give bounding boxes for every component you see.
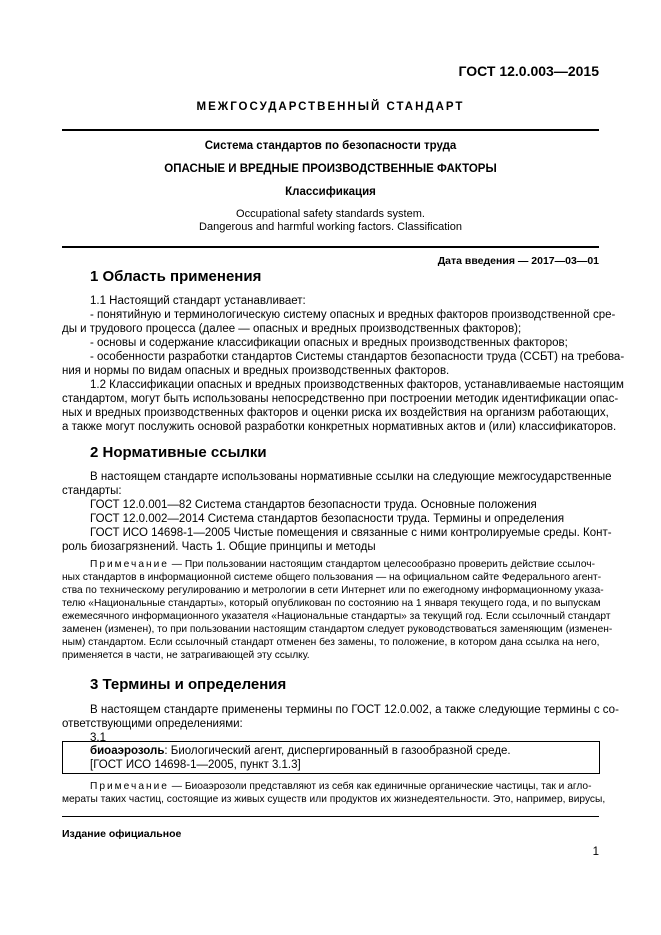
section-2-note-line: применяется в части, не затрагивающей эту ссылку. (62, 650, 310, 661)
section-1-line: - особенности разработки стандартов Системы стандартов безопасности труда (ССБТ) на требова- (90, 351, 625, 363)
section-3-note-line: мераты таких частиц, состоящие из живых существ или продуктов их жизнедеятельности. Это, например, вирусы, (62, 794, 606, 805)
section-2-line: роль биозагрязнений. Часть 1. Общие принципы и методы (62, 541, 376, 553)
section-2-line: ГОСТ 12.0.002—2014 Система стандартов безопасности труда. Термины и определения (90, 513, 565, 525)
section-2-line: стандарты: (62, 485, 122, 497)
section-3-note-line (90, 781, 591, 794)
page-number: 1 (592, 846, 599, 858)
section-2-note-line: ным) стандартом. Если ссылочный стандарт отменен без замены, то положение, в котором дана ссылка на него, (62, 637, 600, 648)
section-2-line: В настоящем стандарте использованы нормативные ссылки на следующие межгосударственные (90, 471, 612, 483)
english-title-line2: Dangerous and harmful working factors. Classification (199, 221, 462, 233)
note-label: Примечание (90, 781, 169, 792)
document-subtitle: Классификация (285, 186, 376, 198)
section-2-line: ГОСТ 12.0.001—82 Система стандартов безопасности труда. Основные положения (90, 499, 537, 511)
term-definition (90, 744, 511, 758)
term-definition-box (62, 741, 600, 774)
section-2-heading: 2 Нормативные ссылки (90, 444, 267, 461)
section-3-heading: 3 Термины и определения (90, 676, 287, 693)
note-text: — При пользовании настоящим стандартом целесообразно проверить действие ссылоч- (168, 559, 596, 570)
note-text: — Биоаэрозоли представляют из себя как единичные органические частицы, так и агло- (168, 781, 592, 792)
note-label: Примечание (90, 559, 169, 570)
section-1-line: а также могут послужить основой разработки конкретных нормативных актов и (или) классификаторов. (62, 421, 617, 433)
section-1-line: 1.1 Настоящий стандарт устанавливает: (90, 295, 306, 307)
section-1-line: ных и вредных производственных факторов и оценки риска их воздействия на организм работающих, (62, 407, 609, 419)
section-2-note-line: ства по техническому регулированию и метрологии в сети Интернет или по ежегодному информационному указа- (62, 585, 604, 596)
section-3-line: ответствующими определениями: (62, 718, 243, 730)
official-edition-label: Издание официальное (62, 828, 182, 840)
section-2-line: ГОСТ ИСО 14698-1—2005 Чистые помещения и связанные с ними контролируемые среды. Конт- (90, 527, 612, 539)
term-definition-text: : Биологический агент, диспергированный в газообразной среде. (164, 745, 511, 757)
term-number: 3.1 (90, 732, 106, 744)
section-1-heading: 1 Область применения (90, 268, 262, 285)
section-1-line: 1.2 Классификации опасных и вредных производственных факторов, устанавливаемые настоящим (90, 379, 624, 391)
english-title-line1: Occupational safety standards system. (236, 208, 425, 220)
title-rule (62, 246, 599, 248)
top-rule (62, 129, 599, 131)
section-2-note-line: телю «Национальные стандарты», который опубликован по состоянию на 1 января текущего года, и по выпускам (62, 598, 601, 609)
interstate-standard-label: МЕЖГОСУДАРСТВЕННЫЙ СТАНДАРТ (196, 101, 465, 113)
section-2-note-line: заменен (изменен), то при пользовании настоящим стандартом следует руководствоваться заменяющим (изменен- (62, 624, 613, 635)
term-source: [ГОСТ ИСО 14698-1—2005, пункт 3.1.3] (90, 759, 301, 771)
section-1-line: стандартом, могут быть использованы непосредственно при построении методик идентификации опас- (62, 393, 619, 405)
section-1-line: - основы и содержание классификации опасных и вредных производственных факторов; (90, 337, 568, 349)
footer-rule (62, 816, 599, 817)
document-title: ОПАСНЫЕ И ВРЕДНЫЕ ПРОИЗВОДСТВЕННЫЕ ФАКТОРЫ (164, 163, 497, 175)
section-2-note-line: ежемесячного информационного указателя «Национальные стандарты» за текущий год. Если ссылочный стандарт (62, 611, 611, 622)
section-2-note-line (90, 559, 595, 572)
section-1-line: ния и нормы по видам опасных и вредных производственных факторов. (62, 365, 450, 377)
section-1-line: ды и трудового процесса (далее — опасных и вредных производственных факторов); (62, 323, 522, 335)
section-3-line: В настоящем стандарте применены термины по ГОСТ 12.0.002, а также следующие термины с со- (90, 704, 619, 716)
introduction-date: Дата введения — 2017—03—01 (437, 255, 599, 267)
document-number: ГОСТ 12.0.003—2015 (458, 63, 599, 79)
section-1-line: - понятийную и терминологическую систему опасных и вредных факторов производственной сре- (90, 309, 616, 321)
section-2-note-line: ных стандартов в информационной системе общего пользования — на официальном сайте Федерального агент- (62, 572, 602, 583)
system-title: Система стандартов по безопасности труда (204, 140, 457, 152)
term-name: биоаэрозоль (90, 745, 165, 757)
